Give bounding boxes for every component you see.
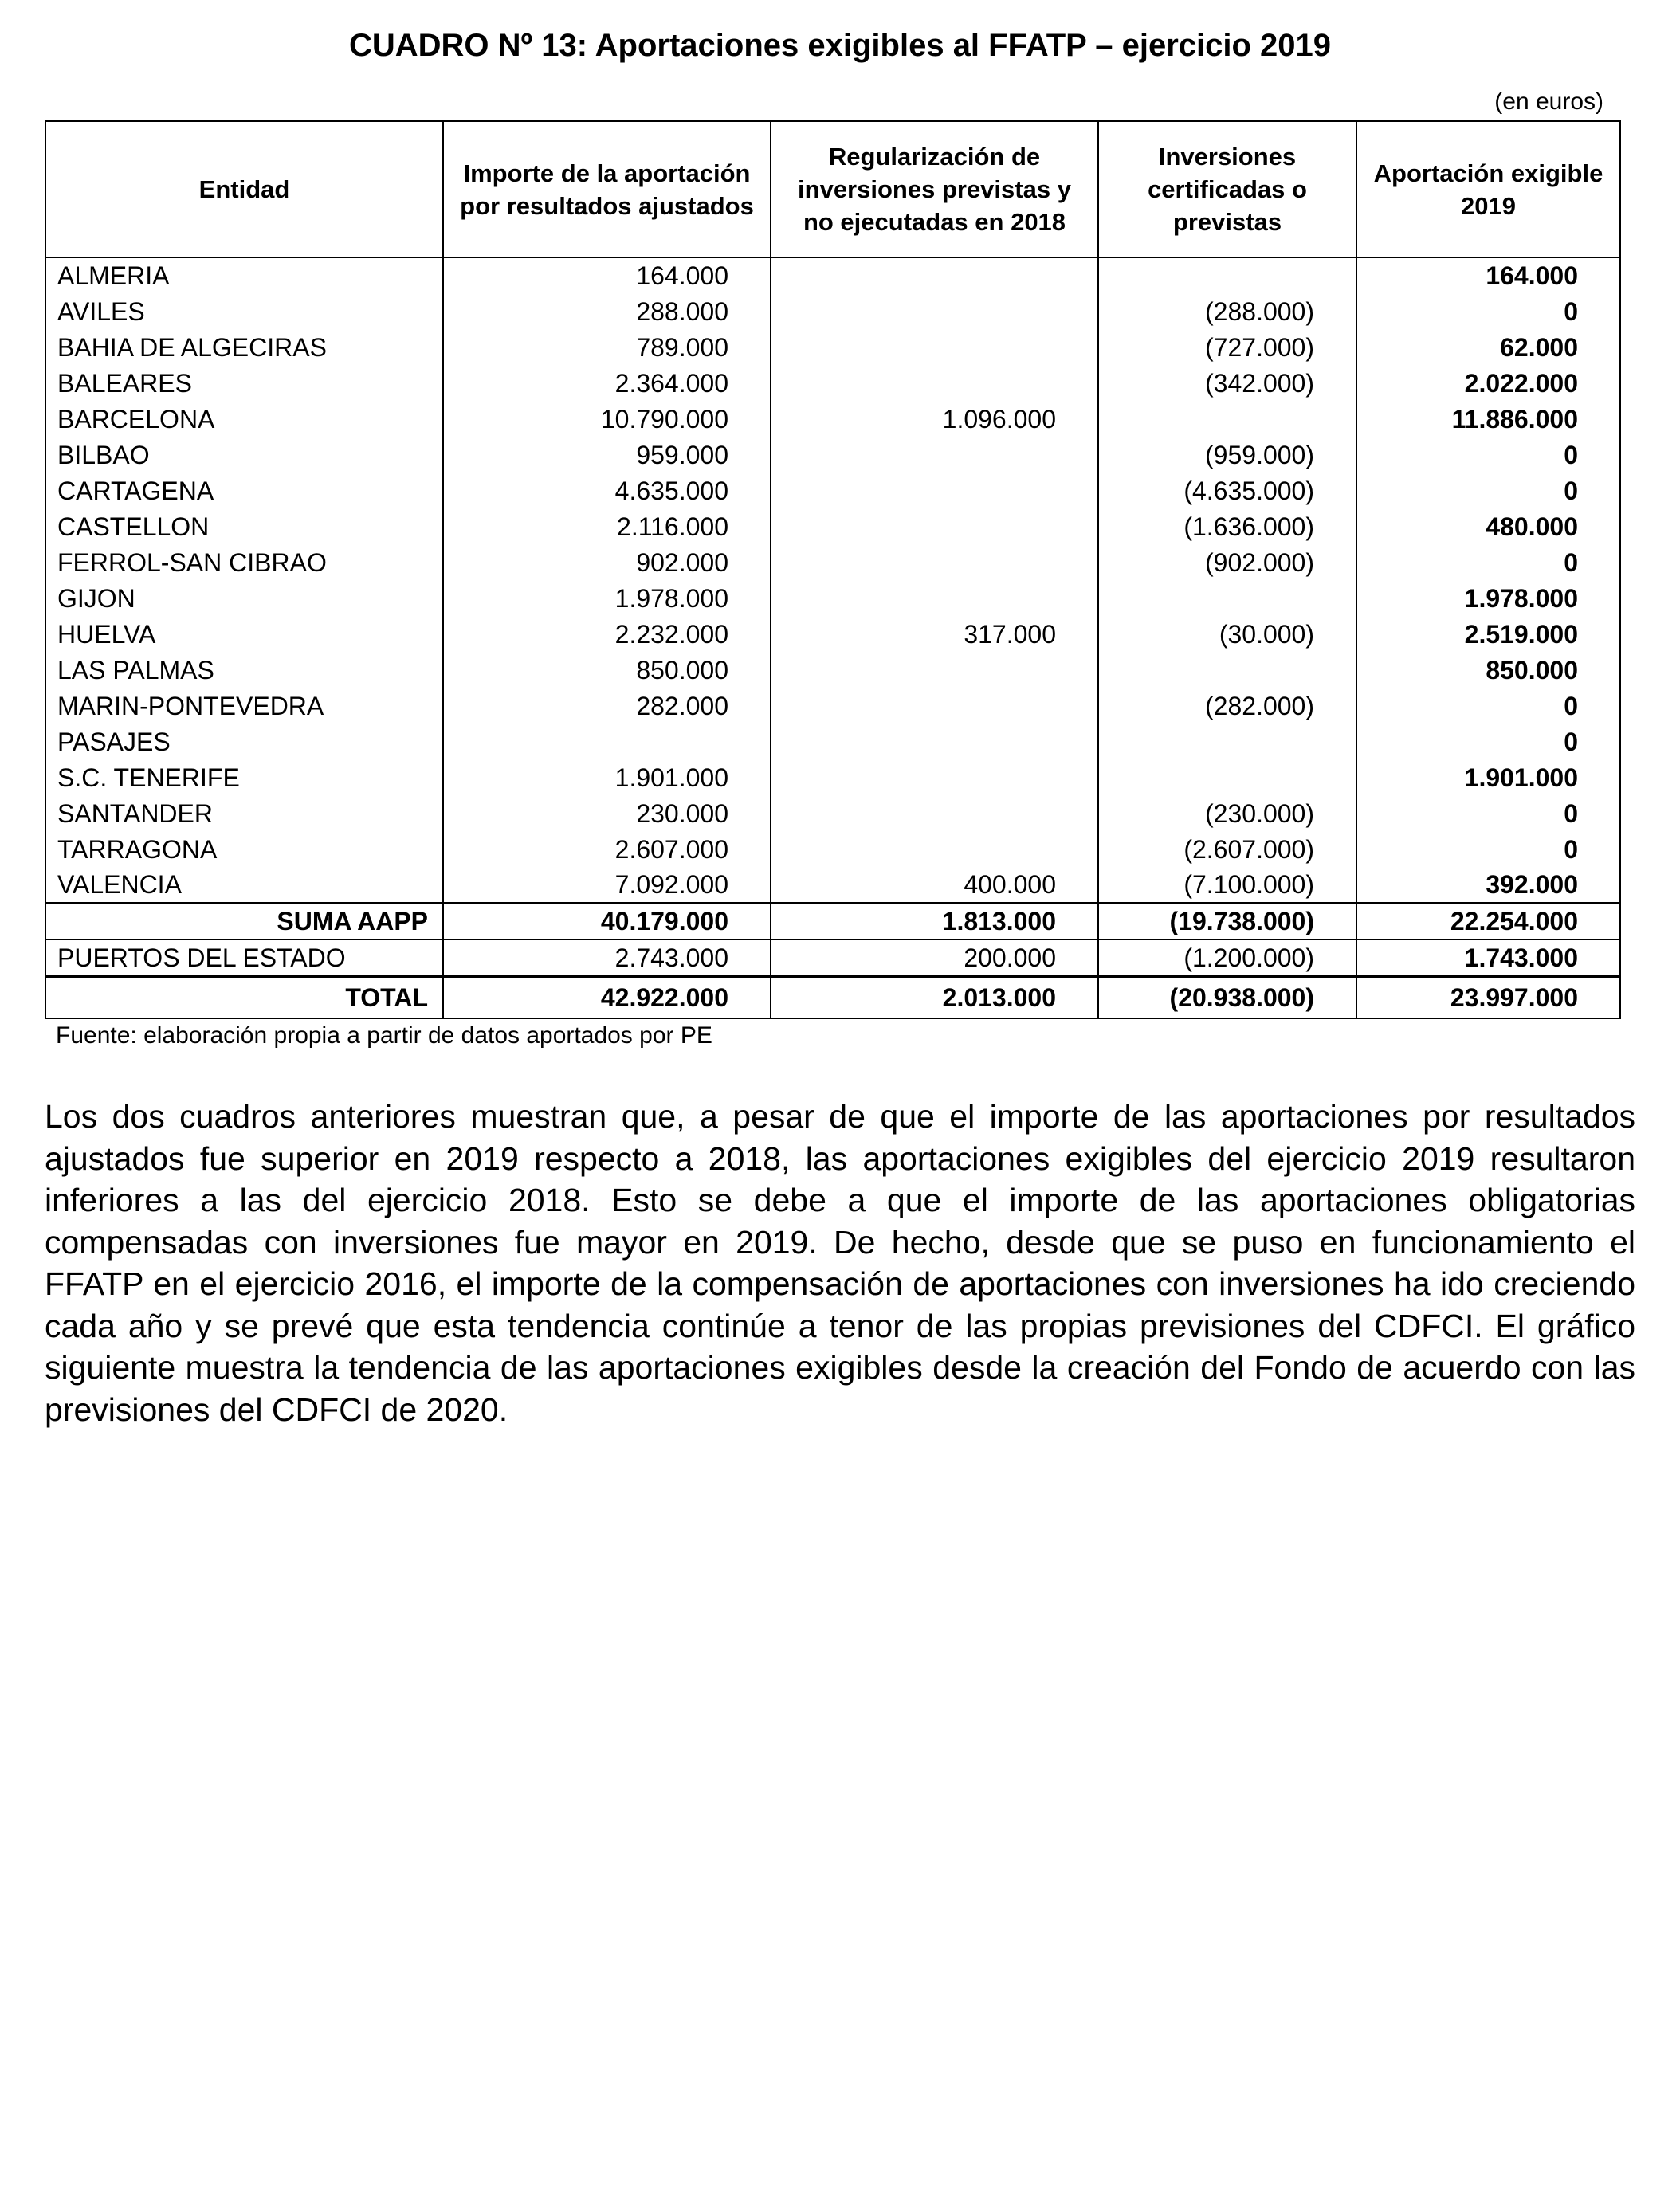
cell-exigible: 0 [1356, 437, 1620, 473]
cell-inversiones: (727.000) [1098, 329, 1356, 365]
cell-exigible: 0 [1356, 473, 1620, 508]
cell-regularizacion [771, 437, 1098, 473]
cell-exigible: 0 [1356, 293, 1620, 329]
cell-importe: 2.743.000 [443, 939, 771, 977]
cell-inversiones: (4.635.000) [1098, 473, 1356, 508]
cell-regularizacion [771, 293, 1098, 329]
table-row [45, 473, 1620, 508]
cell-inversiones [1098, 652, 1356, 688]
cell-entidad: BALEARES [45, 365, 443, 401]
cell-importe: 282.000 [443, 688, 771, 724]
cell-regularizacion [771, 365, 1098, 401]
table-row [45, 508, 1620, 544]
col-header-entidad: Entidad [45, 121, 443, 257]
table-row [45, 724, 1620, 759]
table-row [45, 293, 1620, 329]
units-note: (en euros) [1494, 88, 1603, 115]
cell-inversiones [1098, 759, 1356, 795]
cell-entidad: CASTELLON [45, 508, 443, 544]
cell-inversiones [1098, 257, 1356, 293]
cell-importe: 288.000 [443, 293, 771, 329]
cell-entidad: AVILES [45, 293, 443, 329]
cell-regularizacion [771, 724, 1098, 759]
cell-exigible: 0 [1356, 831, 1620, 867]
cell-regularizacion [771, 831, 1098, 867]
cell-exigible: 62.000 [1356, 329, 1620, 365]
cell-exigible: 0 [1356, 688, 1620, 724]
cell-exigible: 2.519.000 [1356, 616, 1620, 652]
table-row [45, 580, 1620, 616]
cell-regularizacion [771, 652, 1098, 688]
cell-exigible: 23.997.000 [1356, 977, 1620, 1018]
cell-exigible: 850.000 [1356, 652, 1620, 688]
cell-exigible: 11.886.000 [1356, 401, 1620, 437]
table-header-row [45, 121, 1620, 257]
col-header-regularizacion: Regularización de inversiones previstas y no ejecutadas en 2018 [771, 121, 1098, 257]
cell-importe: 40.179.000 [443, 903, 771, 939]
cell-entidad: SANTANDER [45, 795, 443, 831]
cell-regularizacion [771, 795, 1098, 831]
cell-regularizacion: 317.000 [771, 616, 1098, 652]
cell-importe: 7.092.000 [443, 867, 771, 903]
table-row [45, 688, 1620, 724]
cell-inversiones: (282.000) [1098, 688, 1356, 724]
cell-exigible: 164.000 [1356, 257, 1620, 293]
cell-regularizacion [771, 473, 1098, 508]
cell-entidad: MARIN-PONTEVEDRA [45, 688, 443, 724]
cell-inversiones: (1.200.000) [1098, 939, 1356, 977]
body-paragraph: Los dos cuadros anteriores muestran que, a pesar de que el importe de las aportaciones por resultados ajustados fue superior en 2019 respecto a 2018, las aportaciones exigibles del ejercicio 2019 resultaron inferiores a las del ejercicio 2018. Esto se debe a que el importe de las aportaciones obligatorias compensadas con inversiones fue mayor en 2019. De hecho, desde que se puso en funcionamiento el FFATP en el ejercicio 2016, el importe de la compensación de aportaciones con inversiones ha ido creciendo cada año y se prevé que esta tendencia continúe a tenor de las propias previsiones del CDFCI. El gráfico siguiente muestra la tendencia de las aportaciones exigibles desde la creación del Fondo de acuerdo con las previsiones del CDFCI de 2020. [45, 1098, 1635, 1428]
cell-inversiones: (19.738.000) [1098, 903, 1356, 939]
cell-regularizacion: 1.096.000 [771, 401, 1098, 437]
cell-importe: 959.000 [443, 437, 771, 473]
cell-entidad: BARCELONA [45, 401, 443, 437]
total-row [45, 977, 1620, 1018]
cell-importe: 42.922.000 [443, 977, 771, 1018]
table-body [45, 257, 1620, 1018]
cell-importe: 850.000 [443, 652, 771, 688]
cell-entidad: ALMERIA [45, 257, 443, 293]
cell-importe: 230.000 [443, 795, 771, 831]
cell-regularizacion: 400.000 [771, 867, 1098, 903]
cell-importe: 2.116.000 [443, 508, 771, 544]
cell-regularizacion: 1.813.000 [771, 903, 1098, 939]
cell-inversiones: (1.636.000) [1098, 508, 1356, 544]
cell-entidad: BILBAO [45, 437, 443, 473]
col-header-importe: Importe de la aportación por resultados ajustados [443, 121, 771, 257]
cell-importe: 2.232.000 [443, 616, 771, 652]
cell-exigible: 22.254.000 [1356, 903, 1620, 939]
cell-inversiones: (230.000) [1098, 795, 1356, 831]
cell-inversiones: (2.607.000) [1098, 831, 1356, 867]
cell-entidad: CARTAGENA [45, 473, 443, 508]
cell-exigible: 1.901.000 [1356, 759, 1620, 795]
table-row [45, 831, 1620, 867]
cell-entidad: PUERTOS DEL ESTADO [45, 939, 443, 977]
table-row [45, 795, 1620, 831]
cell-exigible: 1.978.000 [1356, 580, 1620, 616]
cell-exigible: 392.000 [1356, 867, 1620, 903]
cell-importe: 902.000 [443, 544, 771, 580]
cell-inversiones: (902.000) [1098, 544, 1356, 580]
cell-regularizacion [771, 544, 1098, 580]
cell-inversiones [1098, 724, 1356, 759]
cell-entidad: PASAJES [45, 724, 443, 759]
table-row [45, 759, 1620, 795]
cell-entidad: TARRAGONA [45, 831, 443, 867]
source-note: Fuente: elaboración propia a partir de datos aportados por PE [56, 1022, 712, 1049]
cell-regularizacion: 200.000 [771, 939, 1098, 977]
cell-exigible: 2.022.000 [1356, 365, 1620, 401]
cell-importe: 1.978.000 [443, 580, 771, 616]
cell-inversiones: (30.000) [1098, 616, 1356, 652]
cell-entidad: FERROL-SAN CIBRAO [45, 544, 443, 580]
cell-inversiones: (959.000) [1098, 437, 1356, 473]
cell-inversiones: (288.000) [1098, 293, 1356, 329]
table-row [45, 329, 1620, 365]
cell-entidad: SUMA AAPP [45, 903, 443, 939]
cell-regularizacion [771, 688, 1098, 724]
cell-entidad: BAHIA DE ALGECIRAS [45, 329, 443, 365]
table-row [45, 257, 1620, 293]
table-row [45, 616, 1620, 652]
cell-regularizacion [771, 580, 1098, 616]
table-row [45, 365, 1620, 401]
cell-regularizacion [771, 257, 1098, 293]
contributions-table [45, 120, 1621, 1019]
cell-importe: 1.901.000 [443, 759, 771, 795]
table-row [45, 437, 1620, 473]
cell-inversiones: (20.938.000) [1098, 977, 1356, 1018]
cell-importe: 789.000 [443, 329, 771, 365]
table-title: CUADRO Nº 13: Aportaciones exigibles al FFATP – ejercicio 2019 [348, 28, 1332, 63]
cell-exigible: 0 [1356, 544, 1620, 580]
cell-entidad: HUELVA [45, 616, 443, 652]
subtotal-row [45, 903, 1620, 939]
cell-inversiones: (342.000) [1098, 365, 1356, 401]
cell-importe: 2.607.000 [443, 831, 771, 867]
cell-entidad: VALENCIA [45, 867, 443, 903]
col-header-exigible: Aportación exigible 2019 [1356, 121, 1620, 257]
cell-inversiones [1098, 401, 1356, 437]
cell-inversiones: (7.100.000) [1098, 867, 1356, 903]
cell-importe: 10.790.000 [443, 401, 771, 437]
cell-importe [443, 724, 771, 759]
col-header-inversiones: Inversiones certificadas o previstas [1098, 121, 1356, 257]
cell-importe: 2.364.000 [443, 365, 771, 401]
cell-regularizacion [771, 508, 1098, 544]
cell-exigible: 1.743.000 [1356, 939, 1620, 977]
cell-inversiones [1098, 580, 1356, 616]
cell-entidad: S.C. TENERIFE [45, 759, 443, 795]
cell-importe: 164.000 [443, 257, 771, 293]
cell-regularizacion [771, 329, 1098, 365]
table-row [45, 401, 1620, 437]
cell-regularizacion [771, 759, 1098, 795]
cell-exigible: 0 [1356, 795, 1620, 831]
cell-entidad: TOTAL [45, 977, 443, 1018]
table-row [45, 652, 1620, 688]
cell-regularizacion: 2.013.000 [771, 977, 1098, 1018]
cell-exigible: 480.000 [1356, 508, 1620, 544]
table-row [45, 939, 1620, 977]
cell-exigible: 0 [1356, 724, 1620, 759]
table-row [45, 544, 1620, 580]
cell-entidad: LAS PALMAS [45, 652, 443, 688]
table-row [45, 867, 1620, 903]
cell-importe: 4.635.000 [443, 473, 771, 508]
cell-entidad: GIJON [45, 580, 443, 616]
